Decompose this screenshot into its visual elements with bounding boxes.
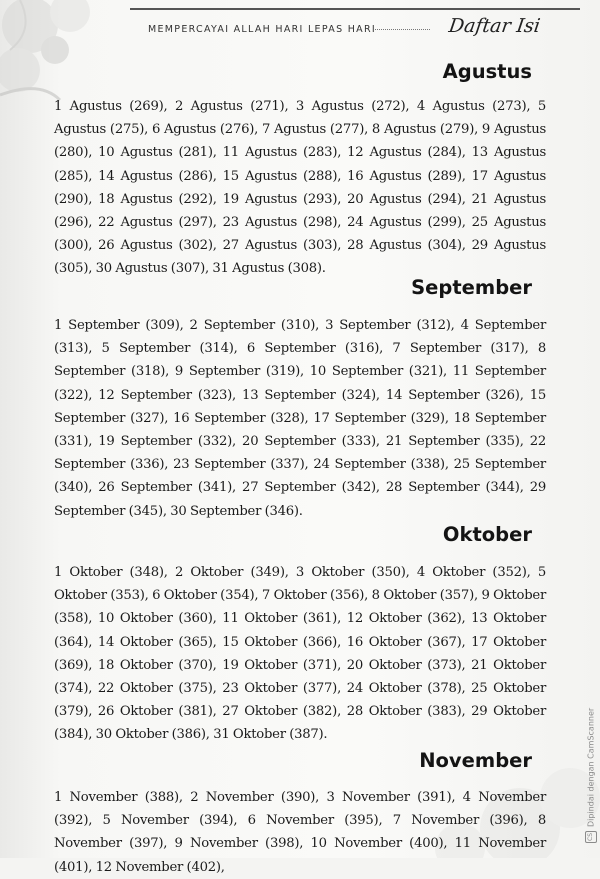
floral-decoration [0, 0, 130, 110]
scanner-watermark [584, 700, 598, 850]
page-header [130, 8, 580, 40]
month-heading-oktober: Oktober [442, 523, 532, 546]
toc-entries-november: 1 November (388), 2 November (390), 3 November (391), 4 November (392), 5 November (394), 6 November (395), 7 November (396), 8 November (397), 9 November (398), 10 November (400), 11 November (401), 12 November (402), [54, 790, 546, 875]
running-title: MEMPERCAYAI ALLAH HARI LEPAS HARI [148, 24, 376, 35]
camscanner-icon: CS [585, 831, 597, 843]
toc-entries-agustus: 1 Agustus (269), 2 Agustus (271), 3 Agustus (272), 4 Agustus (273), 5 Agustus (275), 6 Agustus (276), 7 Agustus (277), 8 Agustus (279), 9 Agustus (280), 10 Agustus (281), 11 Agustus (283), 12 Agustus (284), 13 Agustus (285), 14 Agustus (286), 15 Agustus (288), 16 Agustus (289), 17 Agustus (290), 18 Agustus (292), 19 Agustus (293), 20 Agustus (294), 21 Agustus (296), 22 Agustus (297), 23 Agustus (298), 24 Agustus (299), 25 Agustus (300), 26 Agustus (302), 27 Agustus (303), 28 Agustus (304), 29 Agustus (305), 30 Agustus (307), 31 Agustus (308). [54, 99, 546, 277]
month-heading-agustus: Agustus [442, 60, 532, 83]
scanner-watermark-text: Dipindai dengan CamScanner [586, 707, 596, 827]
section-label: Daftar Isi [447, 15, 542, 37]
month-heading-september: September [411, 276, 532, 299]
month-heading-november: November [419, 749, 532, 772]
toc-entries-oktober: 1 Oktober (348), 2 Oktober (349), 3 Oktober (350), 4 Oktober (352), 5 Oktober (353), 6 Oktober (354), 7 Oktober (356), 8 Oktober (357), 9 Oktober (358), 10 Oktober (360), 11 Oktober (361), 12 Oktober (362), 13 Oktober (364), 14 Oktober (365), 15 Oktober (366), 16 Oktober (367), 17 Oktober (369), 18 Oktober (370), 19 Oktober (371), 20 Oktober (373), 21 Oktober (374), 22 Oktober (375), 23 Oktober (377), 24 Oktober (378), 25 Oktober (379), 26 Oktober (381), 27 Oktober (382), 28 Oktober (383), 29 Oktober (384), 30 Oktober (386), 31 Oktober (387). [54, 565, 546, 743]
toc-entries-september: 1 September (309), 2 September (310), 3 September (312), 4 September (313), 5 September (314), 6 September (316), 7 September (317), 8 September (318), 9 September (319), 10 September (321), 11 September (322), 12 September (323), 13 September (324), 14 September (326), 15 September (327), 16 September (328), 17 September (329), 18 September (331), 19 September (332), 20 September (333), 21 September (335), 22 September (336), 23 September (337), 24 September (338), 25 September (340), 26 September (341), 27 September (342), 28 September (344), 29 September (345), 30 September (346). [54, 318, 546, 519]
header-dotted-leader [375, 29, 430, 34]
